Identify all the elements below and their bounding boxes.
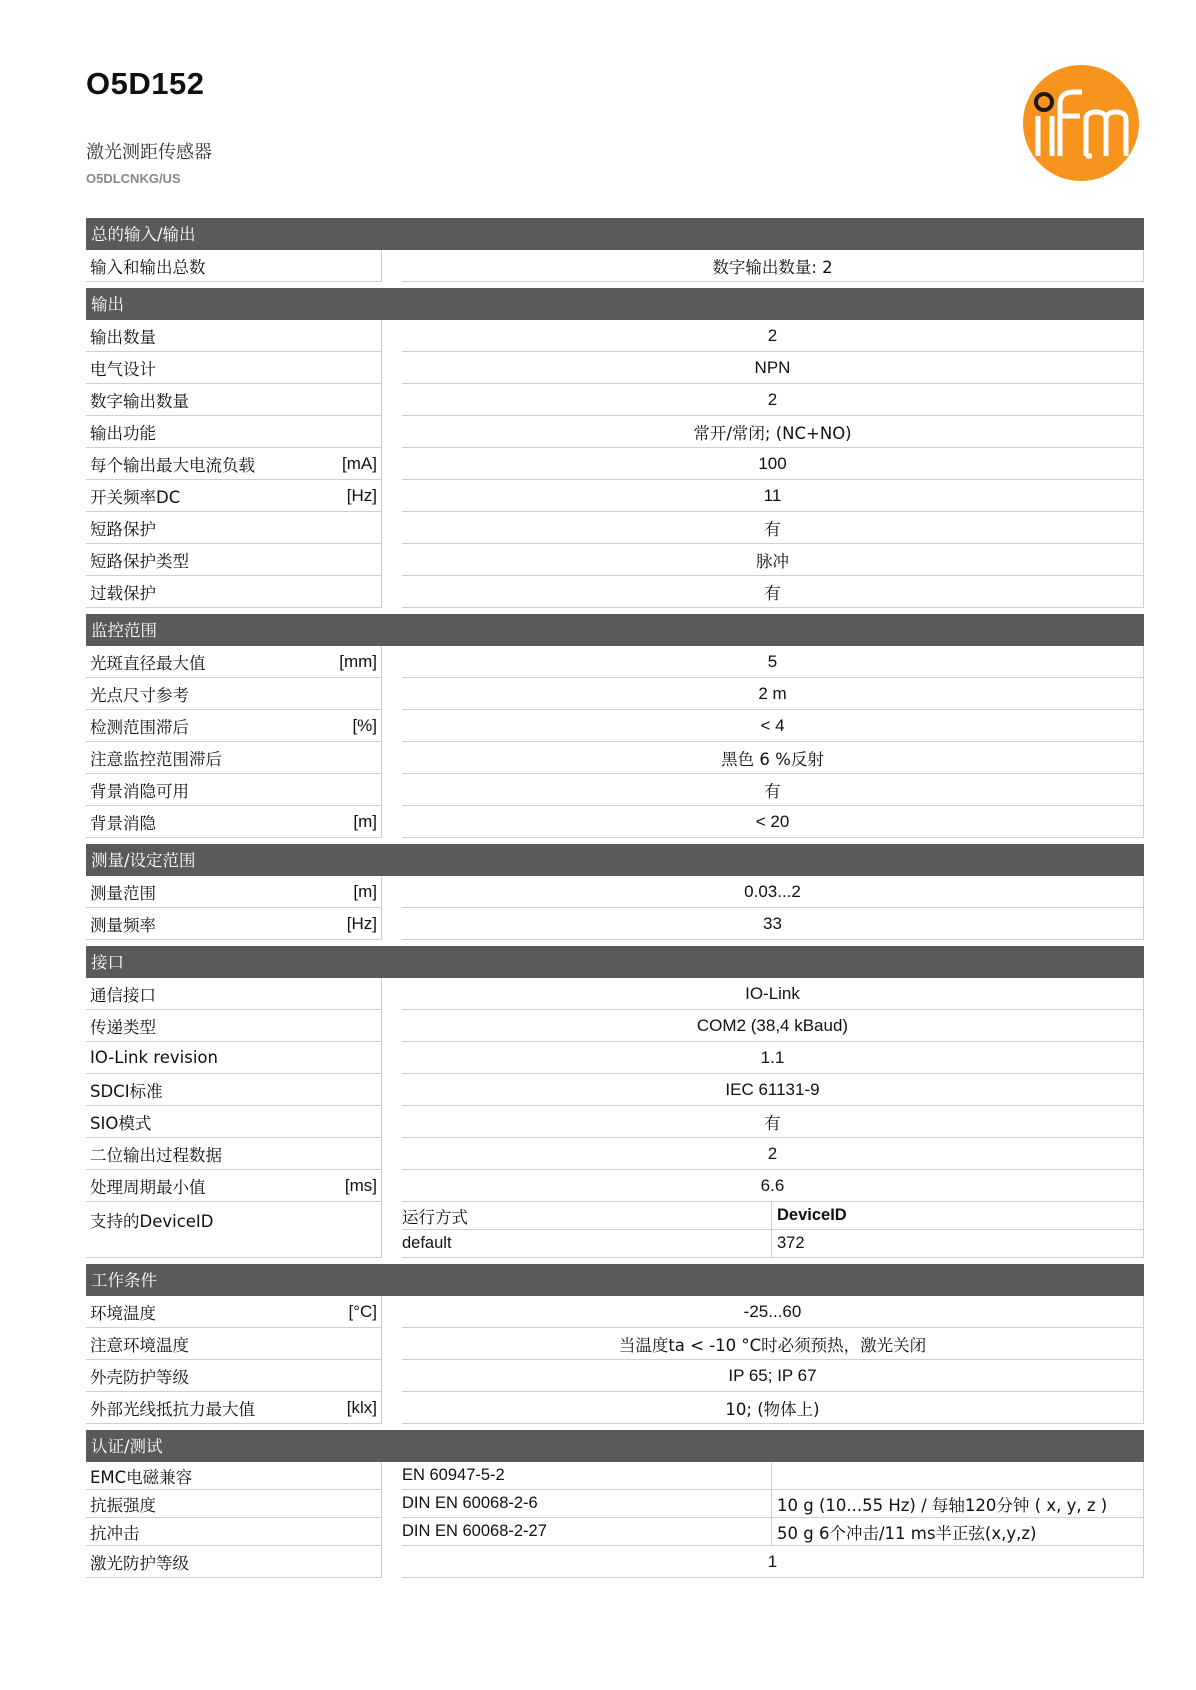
section-header-range: 监控范围 — [86, 614, 1144, 646]
table-row — [86, 384, 1144, 416]
test-standard: EN 60947-5-2 — [402, 1462, 772, 1490]
row-unit: [Hz] — [346, 485, 377, 505]
row-value: 1 — [402, 1546, 1144, 1578]
row-value: 当温度ta < -10 °C时必须预热，激光关闭 — [402, 1328, 1144, 1360]
table-row — [86, 908, 1144, 940]
row-value: < 4 — [402, 710, 1144, 742]
device-id-subtable — [402, 1202, 1144, 1258]
table-row — [86, 416, 1144, 448]
device-id-mode: default — [402, 1230, 772, 1258]
table-row — [86, 250, 1144, 282]
row-unit: [°C] — [348, 1301, 377, 1321]
product-subtitle: 激光测距传感器 — [86, 142, 212, 163]
row-label: 背景消隐 — [90, 813, 156, 833]
row-value: 11 — [402, 480, 1144, 512]
row-label: 电气设计 — [90, 359, 156, 379]
row-label: 过载保护 — [90, 583, 156, 603]
row-unit: [mA] — [342, 453, 377, 473]
device-id-row — [86, 1202, 1144, 1258]
row-label: 开关频率DC — [90, 487, 181, 507]
table-row — [86, 876, 1144, 908]
row-label: 抗冲击 — [90, 1523, 140, 1543]
table-row — [86, 352, 1144, 384]
device-id-head-id: DeviceID — [772, 1202, 1144, 1230]
table-row — [86, 710, 1144, 742]
table-row — [86, 480, 1144, 512]
table-row — [86, 1546, 1144, 1578]
row-value: IP 65; IP 67 — [402, 1360, 1144, 1392]
row-value: IO-Link — [402, 978, 1144, 1010]
table-row — [86, 742, 1144, 774]
row-unit: [m] — [353, 881, 377, 901]
row-value: 33 — [402, 908, 1144, 940]
row-label: 外部光线抵抗力最大值 — [90, 1399, 255, 1419]
row-value: 6.6 — [402, 1170, 1144, 1202]
row-label: 短路保护类型 — [90, 551, 189, 571]
row-value: 5 — [402, 646, 1144, 678]
row-unit: [mm] — [339, 651, 377, 671]
row-value: 2 — [402, 320, 1144, 352]
table-row — [86, 1296, 1144, 1328]
row-unit: [ms] — [344, 1175, 377, 1195]
section-header-interface: 接口 — [86, 946, 1144, 978]
row-value: < 20 — [402, 806, 1144, 838]
product-title: O5D152 — [86, 66, 205, 101]
row-label: SDCI标准 — [90, 1081, 163, 1101]
table-row — [86, 1462, 1144, 1490]
row-value: 10; (物体上) — [402, 1392, 1144, 1424]
row-label: 环境温度 — [90, 1303, 156, 1323]
row-value: 黑色 6 %反射 — [402, 742, 1144, 774]
row-value: 脉冲 — [402, 544, 1144, 576]
row-value: 有 — [402, 1106, 1144, 1138]
table-row — [86, 1170, 1144, 1202]
row-value: 100 — [402, 448, 1144, 480]
row-value: 有 — [402, 576, 1144, 608]
row-label: 背景消隐可用 — [90, 781, 189, 801]
row-label: 传递类型 — [90, 1017, 156, 1037]
row-unit: [Hz] — [346, 913, 377, 933]
row-value: 有 — [402, 774, 1144, 806]
ifm-logo — [1022, 64, 1140, 182]
table-row — [86, 1138, 1144, 1170]
row-value: 1.1 — [402, 1042, 1144, 1074]
row-label: 输出数量 — [90, 327, 156, 347]
row-label: 处理周期最小值 — [90, 1177, 206, 1197]
test-detail — [772, 1462, 1144, 1490]
row-label: EMC电磁兼容 — [90, 1467, 193, 1487]
table-row — [86, 1328, 1144, 1360]
row-label: IO-Link revision — [90, 1048, 218, 1067]
table-row — [86, 646, 1144, 678]
row-label: 数字输出数量 — [90, 391, 189, 411]
table-row — [86, 774, 1144, 806]
row-value: 常开/常闭; (NC+NO) — [402, 416, 1144, 448]
row-value: 2 — [402, 384, 1144, 416]
table-row — [86, 1518, 1144, 1546]
row-value: 0.03...2 — [402, 876, 1144, 908]
device-id-head-mode: 运行方式 — [402, 1202, 772, 1230]
table-row — [86, 1074, 1144, 1106]
row-label: 抗振强度 — [90, 1495, 156, 1515]
row-label: 每个输出最大电流负载 — [90, 455, 255, 475]
row-label: 输出功能 — [90, 423, 156, 443]
row-label: 检测范围滞后 — [90, 717, 189, 737]
table-row — [86, 512, 1144, 544]
section-header-outputs: 输出 — [86, 288, 1144, 320]
section-header-tests: 认证/测试 — [86, 1430, 1144, 1462]
row-label: 二位输出过程数据 — [90, 1145, 222, 1165]
row-value: NPN — [402, 352, 1144, 384]
row-label: 注意环境温度 — [90, 1335, 189, 1355]
row-value: IEC 61131-9 — [402, 1074, 1144, 1106]
row-label: 激光防护等级 — [90, 1553, 189, 1573]
table-row — [86, 448, 1144, 480]
table-row — [86, 1392, 1144, 1424]
row-value: 2 — [402, 1138, 1144, 1170]
row-label: 测量范围 — [90, 883, 156, 903]
row-value: 有 — [402, 512, 1144, 544]
row-label: 支持的DeviceID — [90, 1212, 214, 1231]
table-row — [86, 1010, 1144, 1042]
device-id-value: 372 — [772, 1230, 1144, 1258]
test-standard: DIN EN 60068-2-27 — [402, 1518, 772, 1546]
product-code: O5DLCNKG/US — [86, 171, 181, 186]
test-detail: 10 g (10...55 Hz) / 每轴120分钟 ( x, y, z ) — [772, 1490, 1144, 1518]
table-row — [86, 1106, 1144, 1138]
table-row — [86, 978, 1144, 1010]
table-row — [86, 1360, 1144, 1392]
section-header-measure: 测量/设定范围 — [86, 844, 1144, 876]
row-value: 数字输出数量: 2 — [402, 250, 1144, 282]
row-label: 光点尺寸参考 — [90, 685, 189, 705]
test-standard: DIN EN 60068-2-6 — [402, 1490, 772, 1518]
row-unit: [m] — [353, 811, 377, 831]
section-header-conditions: 工作条件 — [86, 1264, 1144, 1296]
row-value: 2 m — [402, 678, 1144, 710]
row-value: -25...60 — [402, 1296, 1144, 1328]
test-detail: 50 g 6个冲击/11 ms半正弦(x,y,z) — [772, 1518, 1144, 1546]
section-header-io: 总的输入/输出 — [86, 218, 1144, 250]
table-row — [86, 1042, 1144, 1074]
row-label: 短路保护 — [90, 519, 156, 539]
row-label: SIO模式 — [90, 1113, 152, 1133]
row-label: 注意监控范围滞后 — [90, 749, 222, 769]
datasheet-table — [86, 218, 1144, 1578]
row-unit: [%] — [352, 715, 377, 735]
table-row — [86, 320, 1144, 352]
row-label: 光斑直径最大值 — [90, 653, 206, 673]
row-label: 测量频率 — [90, 915, 156, 935]
row-unit: [klx] — [346, 1397, 377, 1417]
table-row — [86, 1490, 1144, 1518]
row-label: 通信接口 — [90, 985, 156, 1005]
table-row — [86, 544, 1144, 576]
row-value: COM2 (38,4 kBaud) — [402, 1010, 1144, 1042]
table-row — [86, 678, 1144, 710]
row-label: 输入和输出总数 — [90, 257, 206, 277]
table-row — [86, 806, 1144, 838]
table-row — [86, 576, 1144, 608]
row-label: 外壳防护等级 — [90, 1367, 189, 1387]
